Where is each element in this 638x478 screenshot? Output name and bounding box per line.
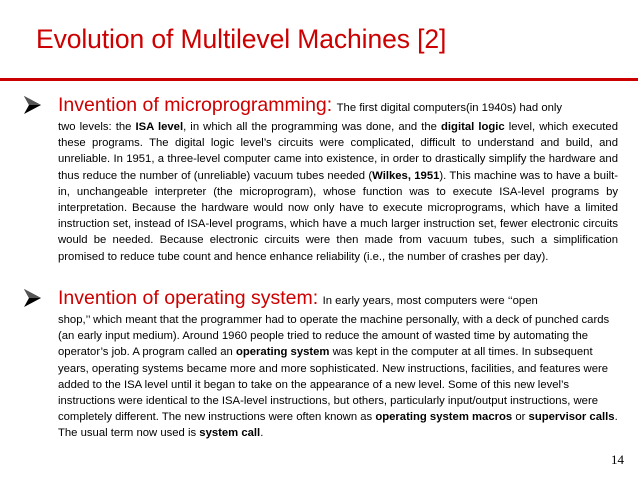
bold-term: digital logic bbox=[441, 121, 505, 133]
bullet-heading: Invention of operating system: bbox=[58, 287, 319, 309]
bullet-heading-line bbox=[58, 286, 618, 314]
bullet-heading-line bbox=[58, 93, 618, 121]
slide-title: Evolution of Multilevel Machines [2] bbox=[36, 24, 447, 54]
bullet-body bbox=[58, 119, 618, 265]
bullet-operating-system bbox=[22, 286, 618, 442]
arrow-bullet-icon bbox=[22, 95, 42, 115]
bullet-microprogramming bbox=[22, 93, 618, 265]
bullet-body bbox=[58, 312, 618, 442]
body-text-segment: or bbox=[512, 411, 529, 424]
bullet-heading: Invention of microprogramming: bbox=[58, 94, 333, 116]
title-divider bbox=[0, 78, 638, 81]
body-text-segment: was kept in the computer at all times. In subsequent years, operating systems became more and more sophisticated. New instructions, facilities, and features were added to the ISA level until it began to take on the appearance of a new level. Some of this new level’s instructions were identical to the ISA-level instructions, but others, particularly input/output instructions, were completely different. The new instructions were often known as bbox=[58, 346, 609, 424]
bullet-lead-text: In early years, most computers were ‘‘open bbox=[322, 295, 538, 307]
bold-term: supervisor calls bbox=[528, 411, 615, 424]
bold-term: operating system macros bbox=[375, 411, 513, 424]
body-text-segment: ). This machine was to have a built-in, unchangeable interpreter (the microprogram), whose function was to execute ISA-level programs by interpretation. Because the hardware would now only have to execute microprograms, which have a limited instruction set, instead of ISA-level programs, which have a much larger instruction set, fewer electronic circuits would be needed. Because electronic circuits were then made from vacuum tubes, such a simplification promised to reduce tube count and hence enhance reliability (i.e., the number of crashes per day). bbox=[58, 169, 618, 263]
bold-term: Wilkes, 1951 bbox=[372, 169, 440, 182]
body-text-segment: two levels: the bbox=[58, 121, 136, 133]
bold-term: ISA level bbox=[135, 121, 184, 133]
body-text-segment: , in which all the programming was done, and the bbox=[183, 121, 442, 133]
bold-term: system call bbox=[199, 427, 261, 440]
page-number: 14 bbox=[611, 452, 624, 467]
body-text-segment: level, which executed these programs. The digital logic level’s circuits were complicated, difficult to understand and build, and unreliable. In 1951, a three-level computer came into existence, in order to drastically simplify the hardware and thus reduce the number of (unreliable) vacuum tubes needed ( bbox=[58, 121, 618, 182]
body-text-segment: . bbox=[260, 427, 264, 440]
body-text-segment: . The usual term now used is bbox=[58, 411, 618, 440]
body-text-segment: shop,’’ which meant that the programmer had to operate the machine personally, with a deck of punched cards (an early input medium). Around 1960 people tried to reduce the amount of wasted time by automating the operator’s job. A program called an bbox=[58, 314, 610, 359]
bullet-lead-text: The first digital computers(in 1940s) had only bbox=[336, 102, 563, 114]
bold-term: operating system bbox=[235, 346, 330, 359]
arrow-bullet-icon bbox=[22, 288, 42, 308]
